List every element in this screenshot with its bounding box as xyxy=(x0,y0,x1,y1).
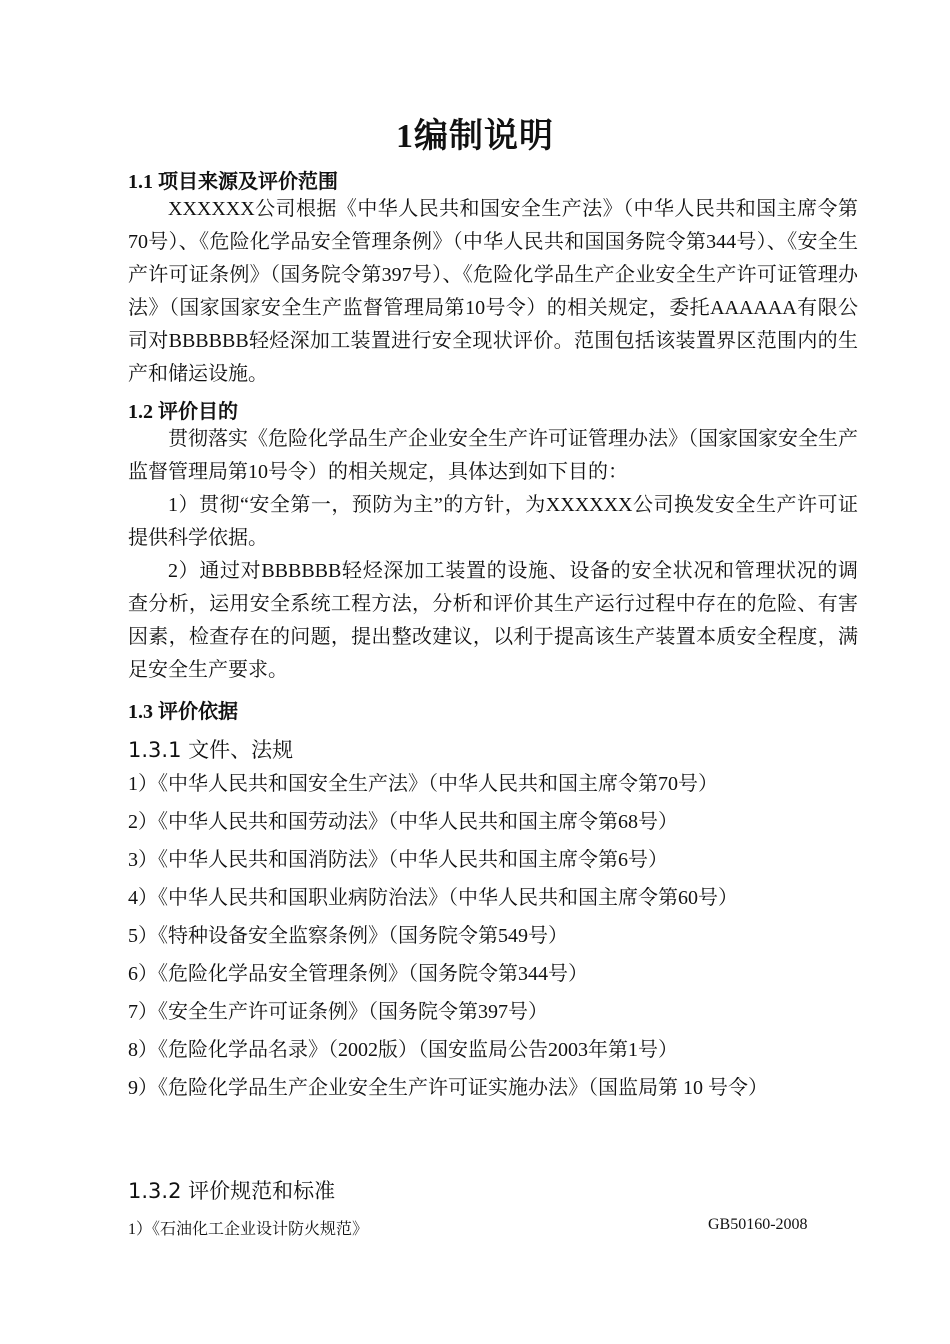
list-item: 4）《中华人民共和国职业病防治法》（中华人民共和国主席令第60号） xyxy=(128,887,738,909)
section-1-1-heading: 1.1 项目来源及评价范围 xyxy=(128,171,338,193)
list-item: 5）《特种设备安全监察条例》（国务院令第549号） xyxy=(128,925,568,947)
standard-code: GB50160-2008 xyxy=(708,1216,808,1233)
section-1-3-heading: 1.3 评价依据 xyxy=(128,701,238,723)
list-item: 8）《危险化学品名录》（2002版）（国安监局公告2003年第1号） xyxy=(128,1039,678,1061)
section-1-3-2-heading: 1.3.2 评价规范和标准 xyxy=(128,1179,336,1203)
section-1-2-item-2: 2）通过对BBBBBB轻烃深加工装置的设施、设备的安全状况和管理状况的调查分析，运用安全系统工程方法，分析和评价其生产运行过程中存在的危险、有害因素，检查存在的问题，提出整改建议，以利于提高该生产装置本质安全程度，满足安全生产要求。 xyxy=(128,560,858,681)
section-1-3-1-heading: 1.3.1 文件、法规 xyxy=(128,738,294,762)
list-item: 2）《中华人民共和国劳动法》（中华人民共和国主席令第68号） xyxy=(128,811,678,833)
list-item: 6）《危险化学品安全管理条例》（国务院令第344号） xyxy=(128,963,588,985)
laws-list xyxy=(128,765,858,1145)
document-title: 1编制说明 xyxy=(396,118,554,155)
list-item: 3）《中华人民共和国消防法》（中华人民共和国主席令第6号） xyxy=(128,849,668,871)
section-1-2-intro: 贯彻落实《危险化学品生产企业安全生产许可证管理办法》（国家国家安全生产监督管理局第10号令）的相关规定，具体达到如下目的： xyxy=(128,428,858,483)
list-item: 1）《中华人民共和国安全生产法》（中华人民共和国主席令第70号） xyxy=(128,773,718,795)
list-item: 7）《安全生产许可证条例》（国务院令第397号） xyxy=(128,1001,548,1023)
section-1-2-heading: 1.2 评价目的 xyxy=(128,401,238,423)
section-1-2-item-1: 1）贯彻“安全第一，预防为主”的方针，为XXXXXX公司换发安全生产许可证提供科学依据。 xyxy=(128,494,858,549)
section-1-1-body: XXXXXX公司根据《中华人民共和国安全生产法》（中华人民共和国主席令第70号）、《危险化学品安全管理条例》（中华人民共和国国务院令第344号）、《安全生产许可证条例》（国务院令第397号）、《危险化学品生产企业安全生产许可证管理办法》（国家国家安全生产监督管理局第10号令）的相关规定，委托AAAAAA有限公司对BBBBBB轻烃深加工装置进行安全现状评价。范围包括该装置界区范围内的生产和储运设施。 xyxy=(128,198,858,385)
standard-name: 1）《石油化工企业设计防火规范》 xyxy=(128,1221,369,1238)
list-item: 9）《危险化学品生产企业安全生产许可证实施办法》（国监局第 10 号令） xyxy=(128,1077,768,1099)
